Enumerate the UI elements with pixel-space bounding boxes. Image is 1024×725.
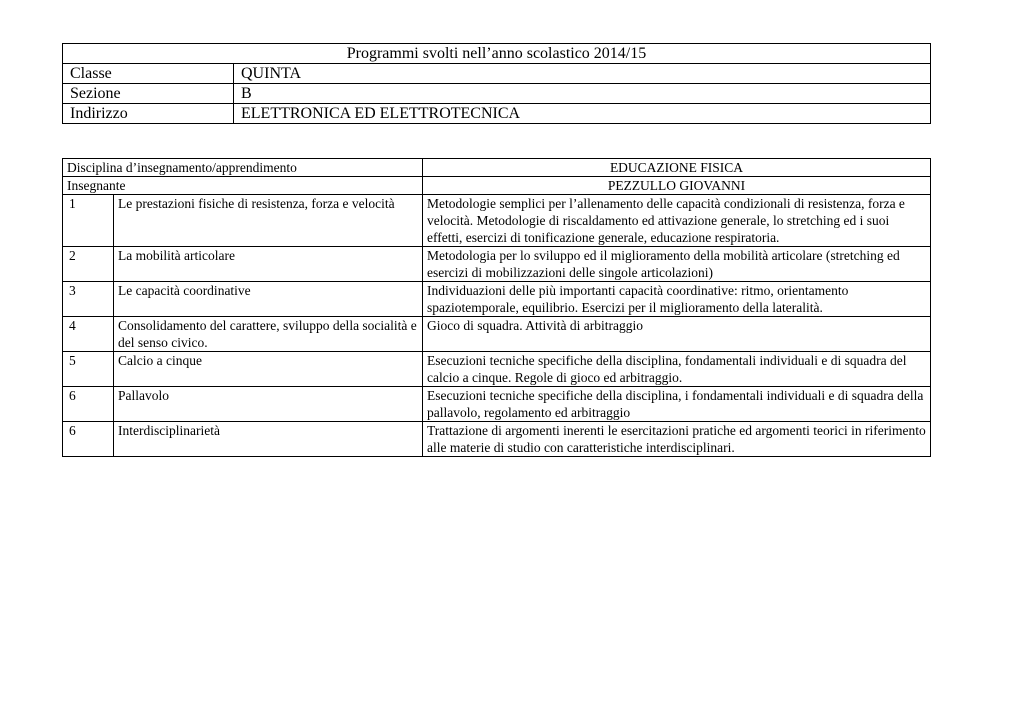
module-row (63, 317, 931, 352)
classe-value: QUINTA (234, 64, 931, 84)
sezione-label: Sezione (63, 84, 234, 104)
discipline-label: Disciplina d’insegnamento/apprendimento (63, 159, 423, 177)
module-number: 5 (63, 352, 114, 387)
page-title: Programmi svolti nell’anno scolastico 2014/15 (63, 44, 931, 64)
module-content: Esecuzioni tecniche specifiche della disciplina, fondamentali individuali e di squadra del calcio a cinque. Regole di gioco ed arbitraggio. (423, 352, 931, 387)
sezione-value: B (234, 84, 931, 104)
classe-label: Classe (63, 64, 234, 84)
program-table (62, 158, 931, 457)
teacher-label: Insegnante (63, 177, 423, 195)
module-row (63, 387, 931, 422)
module-topic: Interdisciplinarietà (114, 422, 423, 457)
header-row-sezione (63, 84, 931, 104)
module-content: Gioco di squadra. Attività di arbitraggio (423, 317, 931, 352)
teacher-value: PEZZULLO GIOVANNI (423, 177, 931, 195)
module-number: 1 (63, 195, 114, 247)
module-topic: Le capacità coordinative (114, 282, 423, 317)
module-row (63, 195, 931, 247)
module-topic: Calcio a cinque (114, 352, 423, 387)
module-content: Metodologie semplici per l’allenamento delle capacità condizionali di resistenza, forza e velocità. Metodologie di riscaldamento ed attivazione generale, lo stretching ed i suoi effetti, esercizi di tonificazione generale, educazione respiratoria. (423, 195, 931, 247)
module-content: Metodologia per lo sviluppo ed il miglioramento della mobilità articolare (stretching ed esercizi di mobilizzazioni delle singole articolazioni) (423, 247, 931, 282)
module-content: Trattazione di argomenti inerenti le esercitazioni pratiche ed argomenti teorici in riferimento alle materie di studio con caratteristiche interdisciplinari. (423, 422, 931, 457)
discipline-value: EDUCAZIONE FISICA (423, 159, 931, 177)
indirizzo-value: ELETTRONICA ED ELETTROTECNICA (234, 104, 931, 124)
module-number: 4 (63, 317, 114, 352)
header-table (62, 43, 931, 124)
module-number: 6 (63, 387, 114, 422)
module-row (63, 422, 931, 457)
header-title-row (63, 44, 931, 64)
indirizzo-label: Indirizzo (63, 104, 234, 124)
module-content: Esecuzioni tecniche specifiche della disciplina, i fondamentali individuali e di squadra della pallavolo, regolamento ed arbitraggio (423, 387, 931, 422)
header-row-classe (63, 64, 931, 84)
module-topic: Le prestazioni fisiche di resistenza, forza e velocità (114, 195, 423, 247)
discipline-row (63, 159, 931, 177)
module-number: 3 (63, 282, 114, 317)
module-number: 6 (63, 422, 114, 457)
header-row-indirizzo (63, 104, 931, 124)
module-row (63, 282, 931, 317)
module-topic: La mobilità articolare (114, 247, 423, 282)
module-number: 2 (63, 247, 114, 282)
module-topic: Consolidamento del carattere, sviluppo della socialità e del senso civico. (114, 317, 423, 352)
module-row (63, 352, 931, 387)
teacher-row (63, 177, 931, 195)
module-row (63, 247, 931, 282)
module-topic: Pallavolo (114, 387, 423, 422)
module-content: Individuazioni delle più importanti capacità coordinative: ritmo, orientamento spaziotemporale, equilibrio. Esercizi per il miglioramento della lateralità. (423, 282, 931, 317)
